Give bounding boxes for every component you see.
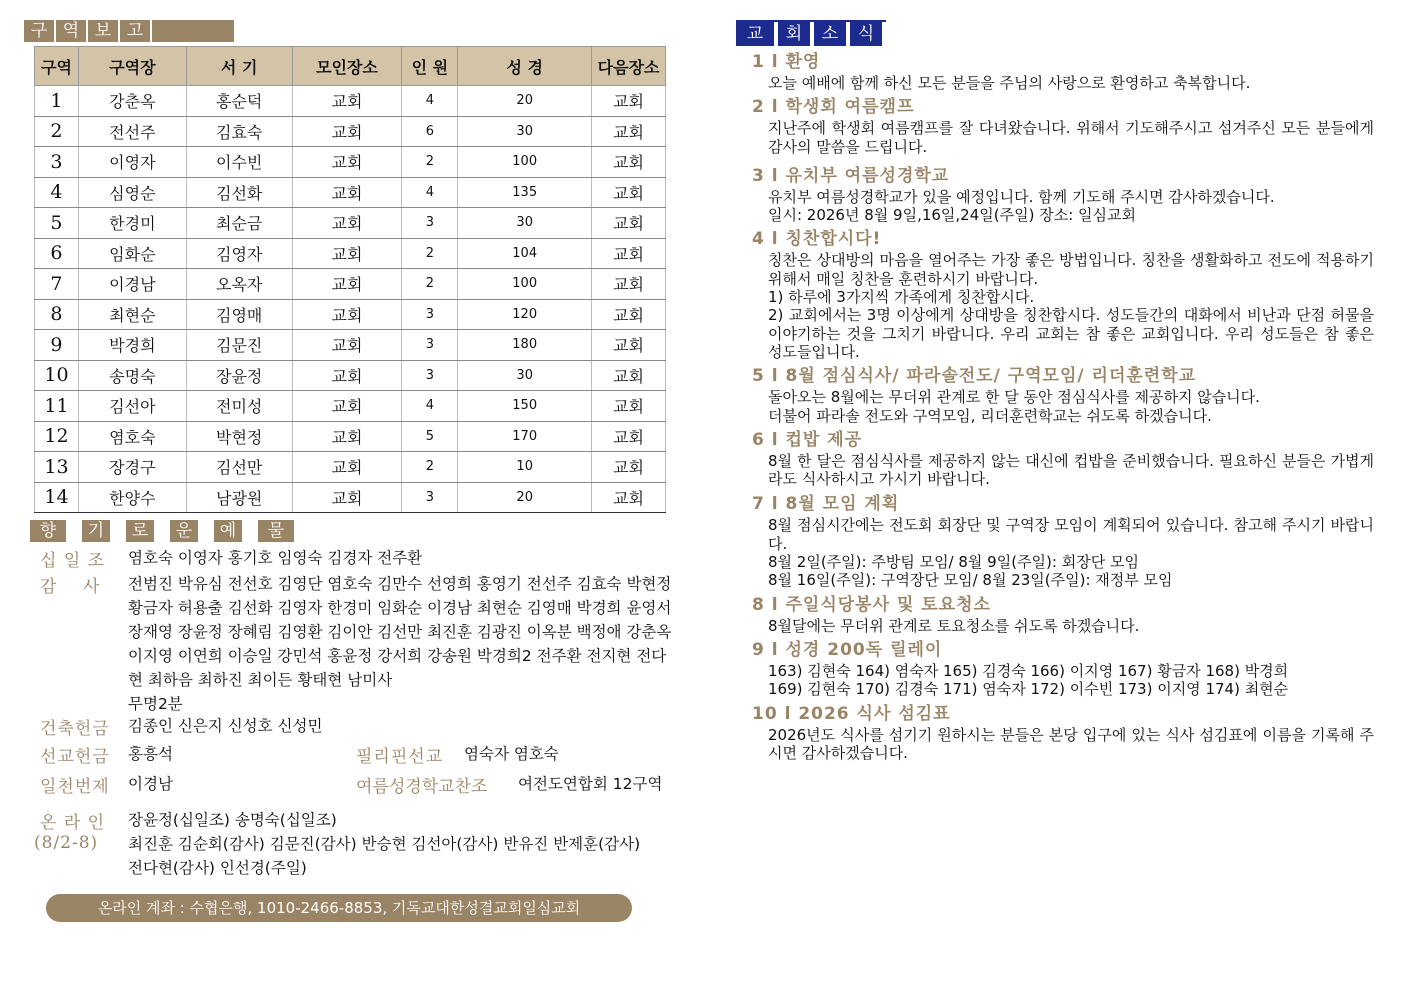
table-row: [35, 86, 666, 117]
cell-leader: 염호숙: [78, 421, 186, 452]
news-line: 169) 김현숙 170) 김경숙 171) 염숙자 172) 이수빈 173) 이지영 174) 최현순: [768, 680, 1289, 699]
cell-next-place: 교회: [592, 391, 666, 422]
tithe-names: 염호숙 이영자 홍기호 임영숙 김경자 전주환: [128, 549, 423, 567]
cell-district-no: 8: [35, 299, 79, 330]
online-line2: 최진훈 김순회(감사) 김문진(감사) 반승현 김선아(감사) 반유진 반제훈(감사): [128, 835, 641, 853]
cell-attendance: 4: [402, 391, 458, 422]
cell-leader: 이경남: [78, 269, 186, 300]
mission-names: 홍흥석: [128, 745, 173, 763]
table-row: [35, 330, 666, 361]
header-char: 교: [736, 22, 774, 46]
cell-bible: 150: [458, 391, 592, 422]
news-item: [752, 702, 1374, 763]
news-title: 6 l 컵밥 제공: [752, 429, 863, 450]
news-line: 1) 하루에 3가지씩 가족에게 칭찬합시다.: [768, 288, 1035, 307]
cell-secretary: 김선만: [186, 452, 292, 483]
cell-leader: 송명숙: [78, 360, 186, 391]
cell-district-no: 5: [35, 208, 79, 239]
table-header-row: [35, 47, 666, 86]
news-body: [752, 726, 1374, 763]
online-label: 온 라 인: [40, 813, 106, 833]
cell-place: 교회: [292, 391, 402, 422]
cell-leader: 한양수: [78, 482, 186, 513]
philippine-names: 염숙자 염호숙: [464, 745, 559, 763]
news-line: 오늘 예배에 함께 하신 모든 분들을 주님의 사랑으로 환영하고 축복합니다.: [768, 74, 1251, 92]
online-account-banner: 온라인 계좌 : 수협은행, 1010-2466-8853, 기독교대한성결교회일심교회: [46, 894, 632, 922]
news-title: 7 l 8월 모임 계획: [752, 494, 900, 515]
news-body: [752, 516, 1374, 589]
col-header-next-place: 다음장소: [592, 47, 666, 86]
news-line: 더불어 파라솔 전도와 구역모임, 리더훈련학교는 쉬도록 하겠습니다.: [768, 406, 1212, 425]
cell-leader: 전선주: [78, 116, 186, 147]
news-body: [752, 452, 1374, 489]
cell-bible: 30: [458, 208, 592, 239]
cell-bible: 10: [458, 452, 592, 483]
header-bar: [152, 20, 234, 42]
cell-district-no: 3: [35, 147, 79, 178]
online-row: [34, 808, 683, 880]
cell-secretary: 김영자: [186, 238, 292, 269]
news-item: [752, 227, 1374, 361]
cell-bible: 30: [458, 116, 592, 147]
cell-secretary: 남광원: [186, 482, 292, 513]
header-char: 로: [126, 520, 154, 542]
cell-next-place: 교회: [592, 147, 666, 178]
mission-row: [40, 742, 559, 767]
news-item: [752, 638, 1374, 699]
cell-bible: 30: [458, 360, 592, 391]
building-row: [40, 714, 683, 739]
news-item: [752, 428, 1374, 489]
news-line: 8월 2일(주일): 주방팀 모임/ 8월 9일(주일): 회장단 모임: [768, 553, 1139, 572]
cell-district-no: 9: [35, 330, 79, 361]
news-item: [752, 95, 1374, 156]
col-header-district: 구역: [35, 47, 79, 86]
thanks-label: 감 사: [40, 577, 101, 597]
cell-place: 교회: [292, 238, 402, 269]
cell-attendance: 3: [402, 482, 458, 513]
cell-place: 교회: [292, 452, 402, 483]
cell-bible: 135: [458, 177, 592, 208]
table-row: [35, 208, 666, 239]
col-header-attendance: 인 원: [402, 47, 458, 86]
news-item: [752, 593, 1374, 635]
table-row: [35, 482, 666, 513]
cell-bible: 180: [458, 330, 592, 361]
table-row: [35, 452, 666, 483]
news-title: 8 l 주일식당봉사 및 토요청소: [752, 594, 991, 615]
cell-leader: 최현순: [78, 299, 186, 330]
table-row: [35, 391, 666, 422]
cell-secretary: 최순금: [186, 208, 292, 239]
cell-next-place: 교회: [592, 116, 666, 147]
cell-secretary: 김선화: [186, 177, 292, 208]
cell-secretary: 장윤정: [186, 360, 292, 391]
header-char: 고: [120, 20, 150, 42]
cell-attendance: 3: [402, 360, 458, 391]
cell-leader: 강춘옥: [78, 86, 186, 117]
cell-place: 교회: [292, 269, 402, 300]
cell-next-place: 교회: [592, 177, 666, 208]
cell-bible: 170: [458, 421, 592, 452]
news-body: [752, 617, 1374, 635]
cell-attendance: 3: [402, 299, 458, 330]
news-title: 10 l 2026 식사 섬김표: [752, 703, 951, 724]
cell-place: 교회: [292, 482, 402, 513]
news-line: 2) 교회에서는 3명 이상에게 상대방을 칭찬합시다. 성도들간의 대화에서 비난과 단점 허물을 이야기하는 것을 그치기 바랍니다. 우리 교회는 참 좋은 교회입니다. 우리 성도들은 참 좋은 성도들입니다.: [768, 306, 1374, 361]
cell-place: 교회: [292, 86, 402, 117]
news-title: 1 l 환영: [752, 52, 821, 72]
cell-district-no: 10: [35, 360, 79, 391]
ilcheon-names: 이경남: [128, 775, 173, 793]
news-item: [752, 364, 1374, 425]
cell-bible: 20: [458, 86, 592, 117]
cell-next-place: 교회: [592, 360, 666, 391]
col-header-leader: 구역장: [78, 47, 186, 86]
cell-leader: 장경구: [78, 452, 186, 483]
col-header-bible: 성 경: [458, 47, 592, 86]
district-report-header: [24, 20, 236, 42]
news-body: [752, 74, 1374, 92]
cell-district-no: 2: [35, 116, 79, 147]
online-line1: 장윤정(십일조) 송명숙(십일조): [128, 811, 337, 829]
cell-secretary: 오옥자: [186, 269, 292, 300]
cell-next-place: 교회: [592, 421, 666, 452]
thanks-row: [40, 572, 683, 716]
cell-leader: 심영순: [78, 177, 186, 208]
news-title: 3 l 유치부 여름성경학교: [752, 165, 950, 186]
header-char: 향: [30, 520, 66, 542]
cell-secretary: 김효숙: [186, 116, 292, 147]
cell-next-place: 교회: [592, 86, 666, 117]
cell-bible: 20: [458, 482, 592, 513]
ilcheon-row: [40, 772, 662, 797]
news-line: 칭찬은 상대방의 마음을 열어주는 가장 좋은 방법입니다. 칭찬을 생활화하고 전도에 적용하기 위해서 매일 칭찬을 훈련하시기 바랍니다.: [768, 251, 1374, 288]
church-news-list: [752, 50, 1374, 765]
news-body: [752, 251, 1374, 361]
header-char: 구: [24, 20, 54, 42]
building-names: 김종인 신은지 신성호 신성민: [128, 717, 323, 735]
news-title: 2 l 학생회 여름캠프: [752, 97, 915, 118]
header-char: 기: [82, 520, 110, 542]
header-char: 식: [850, 22, 882, 46]
col-header-secretary: 서 기: [186, 47, 292, 86]
table-row: [35, 360, 666, 391]
news-line: 2026년도 식사를 섬기기 원하시는 분들은 본당 입구에 있는 식사 섬김표에 이름을 기록해 주시면 감사하겠습니다.: [768, 725, 1374, 762]
cell-attendance: 2: [402, 269, 458, 300]
cell-next-place: 교회: [592, 208, 666, 239]
news-line: 일시: 2026년 8월 9일,16일,24일(주일) 장소: 일심교회: [768, 206, 1136, 225]
cell-place: 교회: [292, 299, 402, 330]
church-news-header: [736, 20, 886, 46]
cell-district-no: 7: [35, 269, 79, 300]
philippine-label: 필리핀선교: [356, 747, 444, 767]
header-char: 보: [88, 20, 118, 42]
cell-next-place: 교회: [592, 330, 666, 361]
cell-place: 교회: [292, 147, 402, 178]
cell-attendance: 3: [402, 208, 458, 239]
cell-district-no: 14: [35, 482, 79, 513]
news-title: 9 l 성경 200독 릴레이: [752, 639, 943, 660]
header-char: 회: [778, 22, 810, 46]
thanks-anonymous: 무명2분: [128, 695, 183, 713]
cell-attendance: 2: [402, 238, 458, 269]
news-body: [752, 388, 1374, 425]
table-row: [35, 299, 666, 330]
cell-next-place: 교회: [592, 482, 666, 513]
news-line: 163) 김현숙 164) 염숙자 165) 김경숙 166) 이지영 167) 황금자 168) 박경희: [768, 661, 1289, 680]
news-body: [752, 662, 1374, 699]
cell-attendance: 4: [402, 86, 458, 117]
header-char: 역: [56, 20, 86, 42]
header-char: 물: [258, 520, 294, 542]
cell-secretary: 김영매: [186, 299, 292, 330]
news-line: 돌아오는 8월에는 무더위 관계로 한 달 동안 점심식사를 제공하지 않습니다.: [768, 388, 1260, 407]
cell-bible: 120: [458, 299, 592, 330]
cell-secretary: 이수빈: [186, 147, 292, 178]
news-title: 5 l 8월 점심식사/ 파라솔전도/ 구역모임/ 리더훈련학교: [752, 366, 1197, 387]
cell-secretary: 홍순덕: [186, 86, 292, 117]
cell-leader: 한경미: [78, 208, 186, 239]
news-line: 8월 16일(주일): 구역장단 모임/ 8월 23일(주일): 재정부 모임: [768, 571, 1173, 590]
header-char: 운: [170, 520, 198, 542]
summer-school-names: 여전도연합회 12구역: [518, 775, 663, 793]
table-row: [35, 177, 666, 208]
news-item: [752, 50, 1374, 92]
cell-district-no: 13: [35, 452, 79, 483]
cell-next-place: 교회: [592, 269, 666, 300]
table-row: [35, 147, 666, 178]
offerings-header: [30, 520, 296, 542]
cell-attendance: 4: [402, 177, 458, 208]
cell-place: 교회: [292, 208, 402, 239]
cell-attendance: 6: [402, 116, 458, 147]
cell-secretary: 김문진: [186, 330, 292, 361]
header-char: 예: [214, 520, 242, 542]
news-line: 유치부 여름성경학교가 있을 예정입니다. 함께 기도해 주시면 감사하겠습니다.: [768, 187, 1275, 206]
cell-place: 교회: [292, 177, 402, 208]
cell-leader: 김선아: [78, 391, 186, 422]
thanks-names: 전범진 박유심 전선호 김영단 염호숙 김만수 선영희 홍영기 전선주 김효숙 박현정 황금자 허용출 김선화 김영자 한경미 임화순 이경남 최현순 김영매 박경희 윤영서 장재영 장윤정 장혜림 김영환 김이안 김선만 최진훈 김광진 이옥분 백정애 강춘옥 이지영 이연희 이승일 강민석 홍윤정 강서희 강송원 박경희2 전주환 전지현 전다현 최하음 최하진 최이든 황태현 남미사: [128, 575, 672, 689]
online-date: (8/2-8): [34, 833, 99, 853]
col-header-place: 모인장소: [292, 47, 402, 86]
cell-leader: 박경희: [78, 330, 186, 361]
cell-bible: 104: [458, 238, 592, 269]
mission-label: 선교헌금: [40, 747, 110, 767]
online-line3: 전다현(감사) 인선경(주일): [128, 859, 307, 877]
header-char: 소: [814, 22, 846, 46]
news-item: [752, 492, 1374, 589]
cell-next-place: 교회: [592, 452, 666, 483]
summer-school-label: 여름성경학교찬조: [356, 777, 488, 797]
news-line: 8월 점심시간에는 전도회 회장단 및 구역장 모임이 계획되어 있습니다. 참고해 주시기 바랍니다.: [768, 516, 1374, 553]
table-row: [35, 269, 666, 300]
ilcheon-label: 일천번제: [40, 777, 110, 797]
cell-district-no: 1: [35, 86, 79, 117]
cell-place: 교회: [292, 330, 402, 361]
cell-attendance: 3: [402, 330, 458, 361]
tithe-label: 십 일 조: [40, 551, 106, 571]
cell-place: 교회: [292, 360, 402, 391]
table-row: [35, 238, 666, 269]
news-line: 8월달에는 무더위 관계로 토요청소를 쉬도록 하겠습니다.: [768, 616, 1140, 635]
cell-attendance: 2: [402, 452, 458, 483]
table-row: [35, 421, 666, 452]
news-item: [752, 164, 1374, 225]
cell-leader: 이영자: [78, 147, 186, 178]
news-title: 4 l 칭찬합시다!: [752, 229, 882, 250]
cell-next-place: 교회: [592, 299, 666, 330]
building-label: 건축헌금: [40, 719, 110, 739]
district-report-table: [34, 46, 666, 513]
news-body: [752, 188, 1374, 225]
tithe-row: [40, 546, 683, 571]
table-row: [35, 116, 666, 147]
cell-next-place: 교회: [592, 238, 666, 269]
cell-leader: 임화순: [78, 238, 186, 269]
cell-place: 교회: [292, 421, 402, 452]
cell-attendance: 2: [402, 147, 458, 178]
cell-bible: 100: [458, 269, 592, 300]
cell-district-no: 6: [35, 238, 79, 269]
news-body: [752, 119, 1374, 156]
cell-district-no: 11: [35, 391, 79, 422]
news-line: 8월 한 달은 점심식사를 제공하지 않는 대신에 컵밥을 준비했습니다. 필요하신 분들은 가볍게라도 식사하시고 가시기 바랍니다.: [768, 451, 1374, 489]
cell-bible: 100: [458, 147, 592, 178]
cell-attendance: 5: [402, 421, 458, 452]
news-line: 지난주에 학생회 여름캠프를 잘 다녀왔습니다. 위해서 기도해주시고 섬겨주신 모든 분들에게 감사의 말씀을 드립니다.: [768, 119, 1374, 156]
cell-place: 교회: [292, 116, 402, 147]
cell-district-no: 12: [35, 421, 79, 452]
cell-district-no: 4: [35, 177, 79, 208]
cell-secretary: 전미성: [186, 391, 292, 422]
cell-secretary: 박현정: [186, 421, 292, 452]
